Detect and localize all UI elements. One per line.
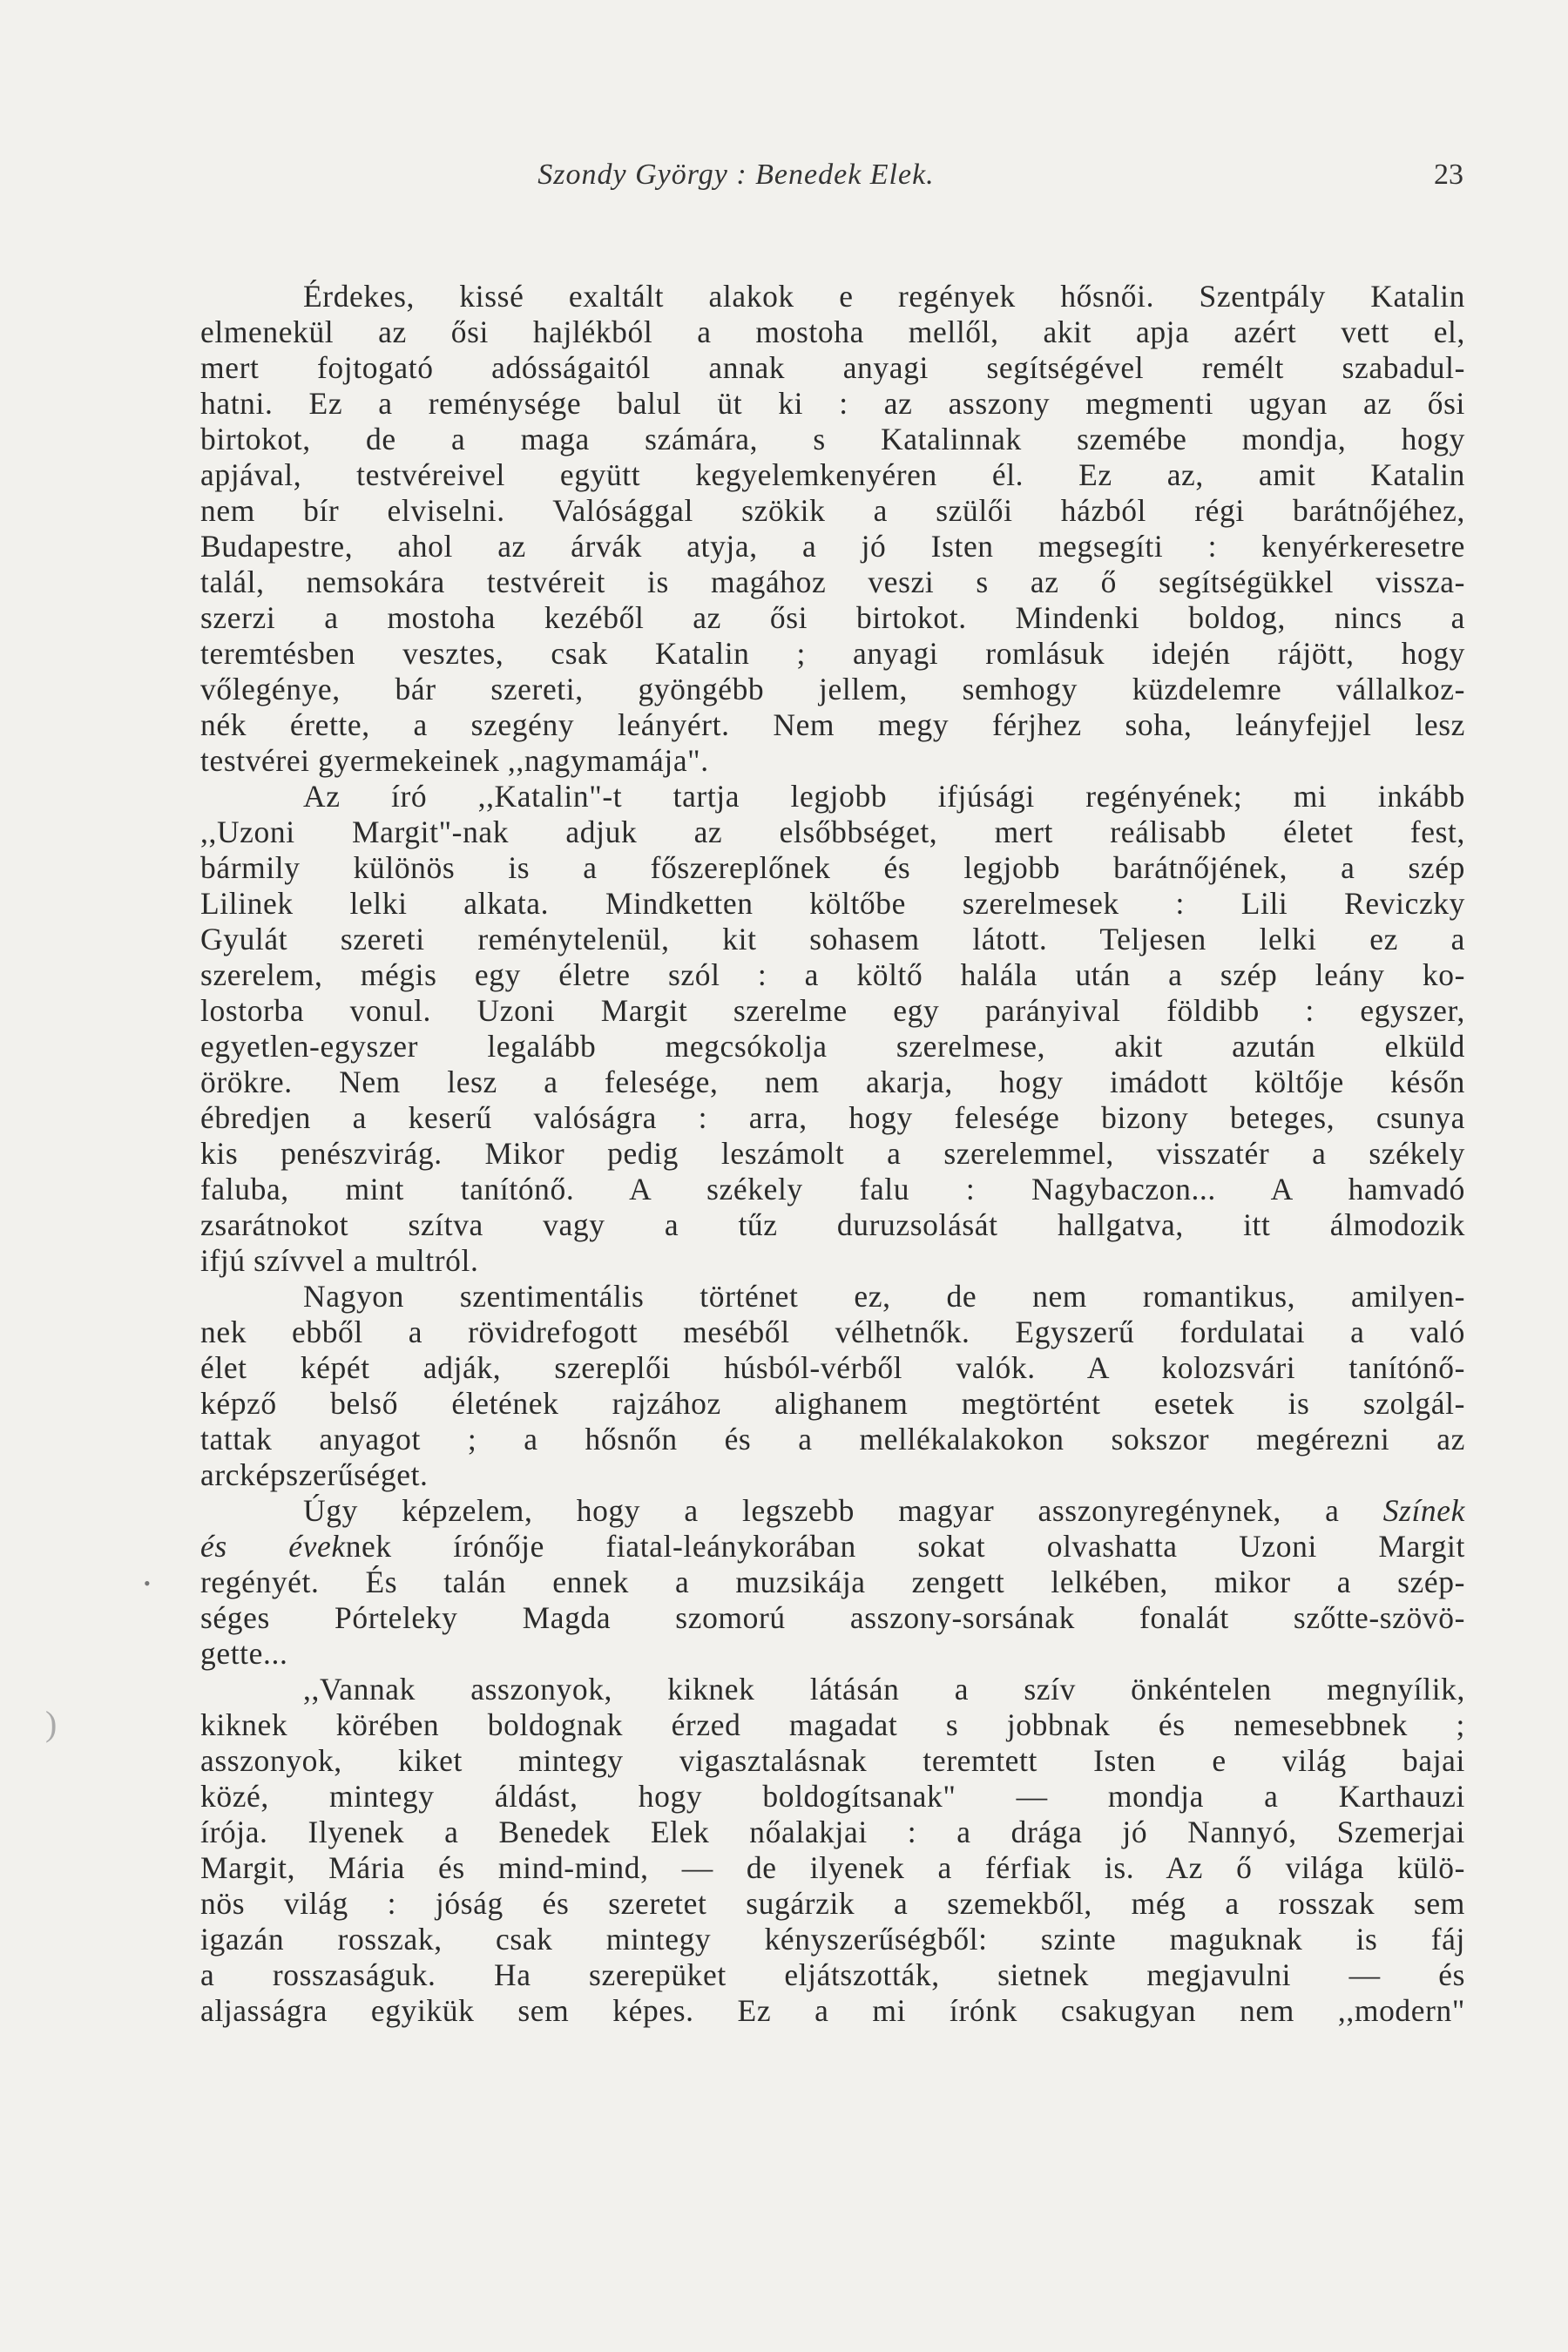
text-line: nék érette, a szegény leányért. Nem megy férjhez soha, leányfejjel lesz — [200, 707, 1465, 742]
text-line: asszonyok, kiket mintegy vigasztalásnak teremtett Isten e világ bajai — [200, 1743, 1465, 1778]
paragraph — [200, 279, 1465, 779]
text-line: képző belső életének rajzához alighanem megtörtént esetek is szolgál- — [200, 1386, 1465, 1421]
text-line — [200, 1600, 1465, 1636]
text-line: faluba, mint tanítónő. A székely falu : Nagybaczon... A hamvadó — [200, 1172, 1465, 1206]
book-title-italic: Színek — [1382, 1493, 1465, 1528]
text-span: gette... — [200, 1636, 288, 1671]
text-line: a rosszaságuk. Ha szerepüket eljátszották, sietnek megjavulni — és — [200, 1957, 1465, 1992]
text-line: Budapestre, ahol az árvák atyja, a jó Isten megsegíti : kenyérkeresetre — [200, 529, 1465, 564]
text-line: aljasságra egyikük sem képes. Ez a mi írónk csakugyan nem ,,modern" — [200, 1993, 1465, 2028]
text-line: írója. Ilyenek a Benedek Elek nőalakjai : a drága jó Nannyó, Szemerjai — [200, 1815, 1465, 1849]
text-line: nek ebből a rövidrefogott meséből vélhetnők. Egyszerű fordulatai a való — [200, 1315, 1465, 1349]
text-line: ifjú szívvel a multról. — [200, 1243, 479, 1278]
paragraph — [200, 1672, 1465, 2029]
text-line — [200, 1493, 1465, 1529]
text-line: egyetlen-egyszer legalább megcsókolja szerelmese, akit azután elküld — [200, 1029, 1465, 1064]
text-line: Gyulát szereti reménytelenül, kit sohasem látott. Teljesen lelki ez a — [200, 922, 1465, 956]
body-text — [200, 279, 1465, 2029]
text-line: vőlegénye, bár szereti, gyöngébb jellem, semhogy küzdelemre vállalkoz- — [200, 672, 1465, 706]
text-line — [200, 1565, 1465, 1600]
text-line: tattak anyagot ; a hősnőn és a mellékalakokon sokszor megérezni az — [200, 1422, 1465, 1456]
running-title: Szondy György : Benedek Elek. — [537, 159, 935, 191]
paragraph — [200, 1279, 1465, 1493]
text-line: testvérei gyermekeinek ,,nagymamája". — [200, 743, 709, 778]
text-line: szerelem, mégis egy életre szól : a költő halála után a szép leány ko- — [200, 957, 1465, 992]
paragraph — [200, 779, 1465, 1279]
book-title-italic: és évek — [200, 1529, 346, 1564]
text-line: Érdekes, kissé exaltált alakok e regények hősnői. Szentpály Katalin — [303, 279, 1465, 314]
text-line: zsarátnokot szítva vagy a tűz duruzsolását hallgatva, itt álmodozik — [200, 1207, 1465, 1242]
text-line: Lilinek lelki alkata. Mindketten költőbe szerelmesek : Lili Reviczky — [200, 886, 1465, 921]
text-line: élet képét adják, szereplői húsból-vérből valók. A kolozsvári tanítónő- — [200, 1350, 1465, 1385]
text-line: nös világ : jóság és szeretet sugárzik a szemekből, még a rosszak sem — [200, 1886, 1465, 1921]
text-span: regényét. És talán ennek a muzsikája zengett lelkében, mikor a szép- — [200, 1565, 1465, 1599]
text-line: talál, nemsokára testvéreit is magához veszi s az ő segítségükkel vissza- — [200, 564, 1465, 599]
text-line: igazán rosszak, csak mintegy kényszerűségből: szinte maguknak is fáj — [200, 1922, 1465, 1957]
text-line: Az író ,,Katalin"-t tartja legjobb ifjúsági regényének; mi inkább — [303, 779, 1465, 814]
text-line: teremtésben vesztes, csak Katalin ; anyagi romlásuk idején rájött, hogy — [200, 636, 1465, 671]
text-line: kiknek körében boldognak érzed magadat s jobbnak és nemesebbnek ; — [200, 1707, 1465, 1742]
text-span: nek írónője fiatal-leánykorában sokat olvashatta Uzoni Margit — [345, 1529, 1465, 1564]
text-line: apjával, testvéreivel együtt kegyelemkenyéren él. Ez az, amit Katalin — [200, 457, 1465, 492]
text-line: ,,Vannak asszonyok, kiknek látásán a szív önkéntelen megnyílik, — [303, 1672, 1465, 1707]
text-line: Margit, Mária és mind-mind, — de ilyenek a férfiak is. Az ő világa külö- — [200, 1850, 1465, 1885]
text-line: hatni. Ez a reménysége balul üt ki : az asszony megmenti ugyan az ősi — [200, 386, 1465, 421]
text-line: nem bír elviselni. Valósággal szökik a szülői házból régi barátnőjéhez, — [200, 493, 1465, 528]
text-line: elmenekül az ősi hajlékból a mostoha mellől, akit apja azért vett el, — [200, 314, 1465, 349]
text-line: mert fojtogató adósságaitól annak anyagi segítségével remélt szabadul- — [200, 350, 1465, 385]
page-number: 23 — [1434, 159, 1463, 191]
text-span: séges Pórteleky Magda szomorú asszony-sorsának fonalát szőtte-szövö- — [200, 1600, 1465, 1635]
paragraph — [200, 1493, 1465, 1672]
text-line: lostorba vonul. Uzoni Margit szerelme egy parányival földibb : egyszer, — [200, 993, 1465, 1028]
page-header — [200, 159, 1463, 211]
margin-bracket-mark: ) — [45, 1704, 57, 1743]
text-line: örökre. Nem lesz a felesége, nem akarja, hogy imádott költője későn — [200, 1064, 1465, 1099]
text-line — [200, 1636, 1465, 1672]
text-line: arcképszerűséget. — [200, 1457, 429, 1492]
text-line: kis penészvirág. Mikor pedig leszámolt a szerelemmel, visszatér a székely — [200, 1136, 1465, 1171]
text-line: birtokot, de a maga számára, s Katalinnak szemébe mondja, hogy — [200, 422, 1465, 456]
text-line: ,,Uzoni Margit"-nak adjuk az elsőbbséget, mert reálisabb életet fest, — [200, 814, 1465, 849]
text-line — [200, 1529, 1465, 1565]
text-span: Úgy képzelem, hogy a legszebb magyar asszonyregénynek, a — [303, 1493, 1383, 1528]
margin-speck: • — [144, 1572, 151, 1594]
text-line: szerzi a mostoha kezéből az ősi birtokot. Mindenki boldog, nincs a — [200, 600, 1465, 635]
text-line: Nagyon szentimentális történet ez, de nem romantikus, amilyen- — [303, 1279, 1465, 1314]
text-line: ébredjen a keserű valóságra : arra, hogy felesége bizony beteges, csunya — [200, 1100, 1465, 1135]
text-line: közé, mintegy áldást, hogy boldogítsanak" — mondja a Karthauzi — [200, 1779, 1465, 1814]
text-line: bármily különös is a főszereplőnek és legjobb barátnőjének, a szép — [200, 850, 1465, 885]
